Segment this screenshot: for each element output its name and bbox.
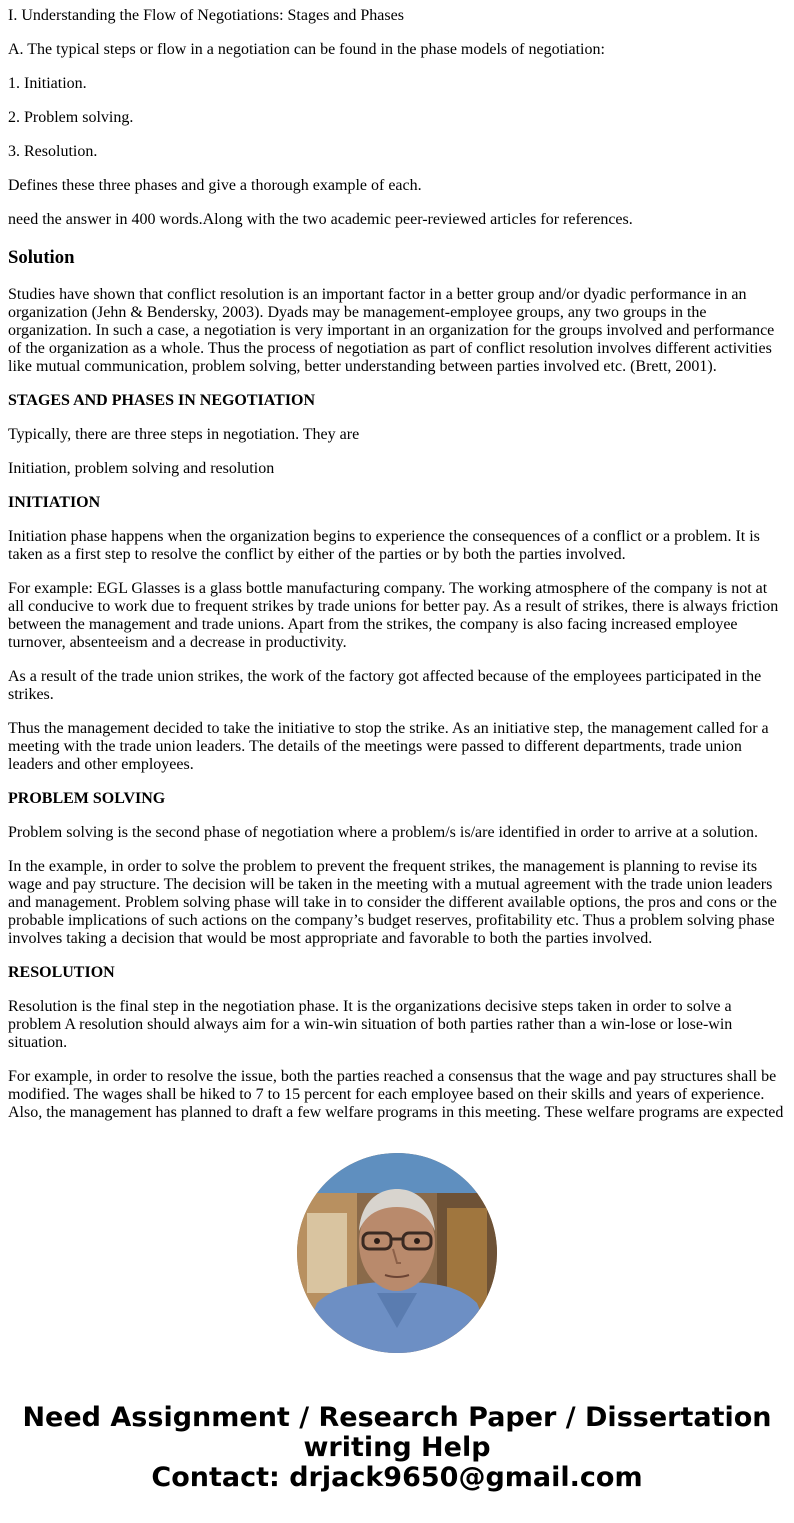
initiation-step-paragraph: Thus the management decided to take the initiative to stop the strike. As an initiative step, the management called for a meeting with the trade union leaders. The details of the meetings were passed to different departments, trade union leaders and other employees. bbox=[8, 720, 769, 773]
stages-list-paragraph: Initiation, problem solving and resolution bbox=[8, 460, 275, 477]
question-item-initiation: 1. Initiation. bbox=[8, 75, 87, 92]
initiation-heading: INITIATION bbox=[8, 494, 101, 511]
banner-line-contact: Contact: drjack9650@gmail.com bbox=[151, 1462, 643, 1493]
banner-line-assignment: Need Assignment / Research Paper / Dissertation bbox=[22, 1402, 772, 1433]
initiation-example-paragraph: For example: EGL Glasses is a glass bottle manufacturing company. The working atmosphere of the company is not at all conducive to work due to frequent strikes by trade unions for better pay. As a result of strikes, there is always friction between the management and trade unions. Apart from the strikes, the company is also facing increased employee turnover, absenteeism and a decrease in productivity. bbox=[8, 580, 779, 651]
problem-solving-example-paragraph: In the example, in order to solve the problem to prevent the frequent strikes, the management is planning to revise its wage and pay structure. The decision will be taken in the meeting with a mutual agreement with the trade union leaders and management. Problem solving phase will take in to consider the different available options, the pros and cons or the probable implications of such actions on the company’s budget reserves, profitability etc. Thus a problem solving phase involves taking a decision that would be most appropriate and favorable to both the parties involved. bbox=[8, 858, 777, 947]
question-instruction: Defines these three phases and give a thorough example of each. bbox=[8, 177, 422, 194]
stages-paragraph: Typically, there are three steps in negotiation. They are bbox=[8, 426, 360, 443]
help-banner bbox=[0, 1403, 794, 1493]
question-requirement: need the answer in 400 words.Along with the two academic peer-reviewed articles for references. bbox=[8, 211, 633, 228]
resolution-paragraph: Resolution is the final step in the negotiation phase. It is the organizations decisive steps taken in order to solve a problem A resolution should always aim for a win-win situation of both parties rather than a win-lose or lose-win situation. bbox=[8, 998, 733, 1051]
resolution-example-paragraph: For example, in order to resolve the issue, both the parties reached a consensus that the wage and pay structures shall be modified. The wages shall be hiked to 7 to 15 percent for each employee based on their skills and years of experience. Also, the management has planned to draft a few welfare programs in this meeting. These welfare programs are expected bbox=[8, 1068, 784, 1121]
initiation-effect-paragraph: As a result of the trade union strikes, the work of the factory got affected because of the employees participated in the strikes. bbox=[8, 668, 762, 703]
question-item-problem-solving: 2. Problem solving. bbox=[8, 109, 134, 126]
stages-heading: STAGES AND PHASES IN NEGOTIATION bbox=[8, 392, 316, 409]
question-title: I. Understanding the Flow of Negotiations: Stages and Phases bbox=[8, 7, 404, 24]
resolution-heading: RESOLUTION bbox=[8, 964, 115, 981]
solution-heading: Solution bbox=[8, 247, 75, 268]
question-intro: A. The typical steps or flow in a negotiation can be found in the phase models of negotiation: bbox=[8, 41, 605, 58]
solution-paragraph: Studies have shown that conflict resolution is an important factor in a better group and/or dyadic performance in an organization (Jehn & Bendersky, 2003). Dyads may be management-employee groups, any two groups in the organization. In such a case, a negotiation is very important in an organization for the groups involved and performance of the organization as a whole. Thus the process of negotiation as part of conflict resolution involves different activities like mutual communication, problem solving, better understanding between parties involved etc. (Brett, 2001). bbox=[8, 286, 775, 375]
author-photo bbox=[297, 1153, 497, 1353]
document-body bbox=[8, 0, 786, 1122]
problem-solving-heading: PROBLEM SOLVING bbox=[8, 790, 166, 807]
initiation-paragraph: Initiation phase happens when the organization begins to experience the consequences of a conflict or a problem. It is taken as a first step to resolve the conflict by either of the parties or by both the parties involved. bbox=[8, 528, 760, 563]
author-portrait-image bbox=[297, 1153, 497, 1353]
problem-solving-paragraph: Problem solving is the second phase of negotiation where a problem/s is/are identified in order to arrive at a solution. bbox=[8, 824, 759, 841]
banner-line-help: writing Help bbox=[303, 1432, 491, 1463]
question-item-resolution: 3. Resolution. bbox=[8, 143, 98, 160]
